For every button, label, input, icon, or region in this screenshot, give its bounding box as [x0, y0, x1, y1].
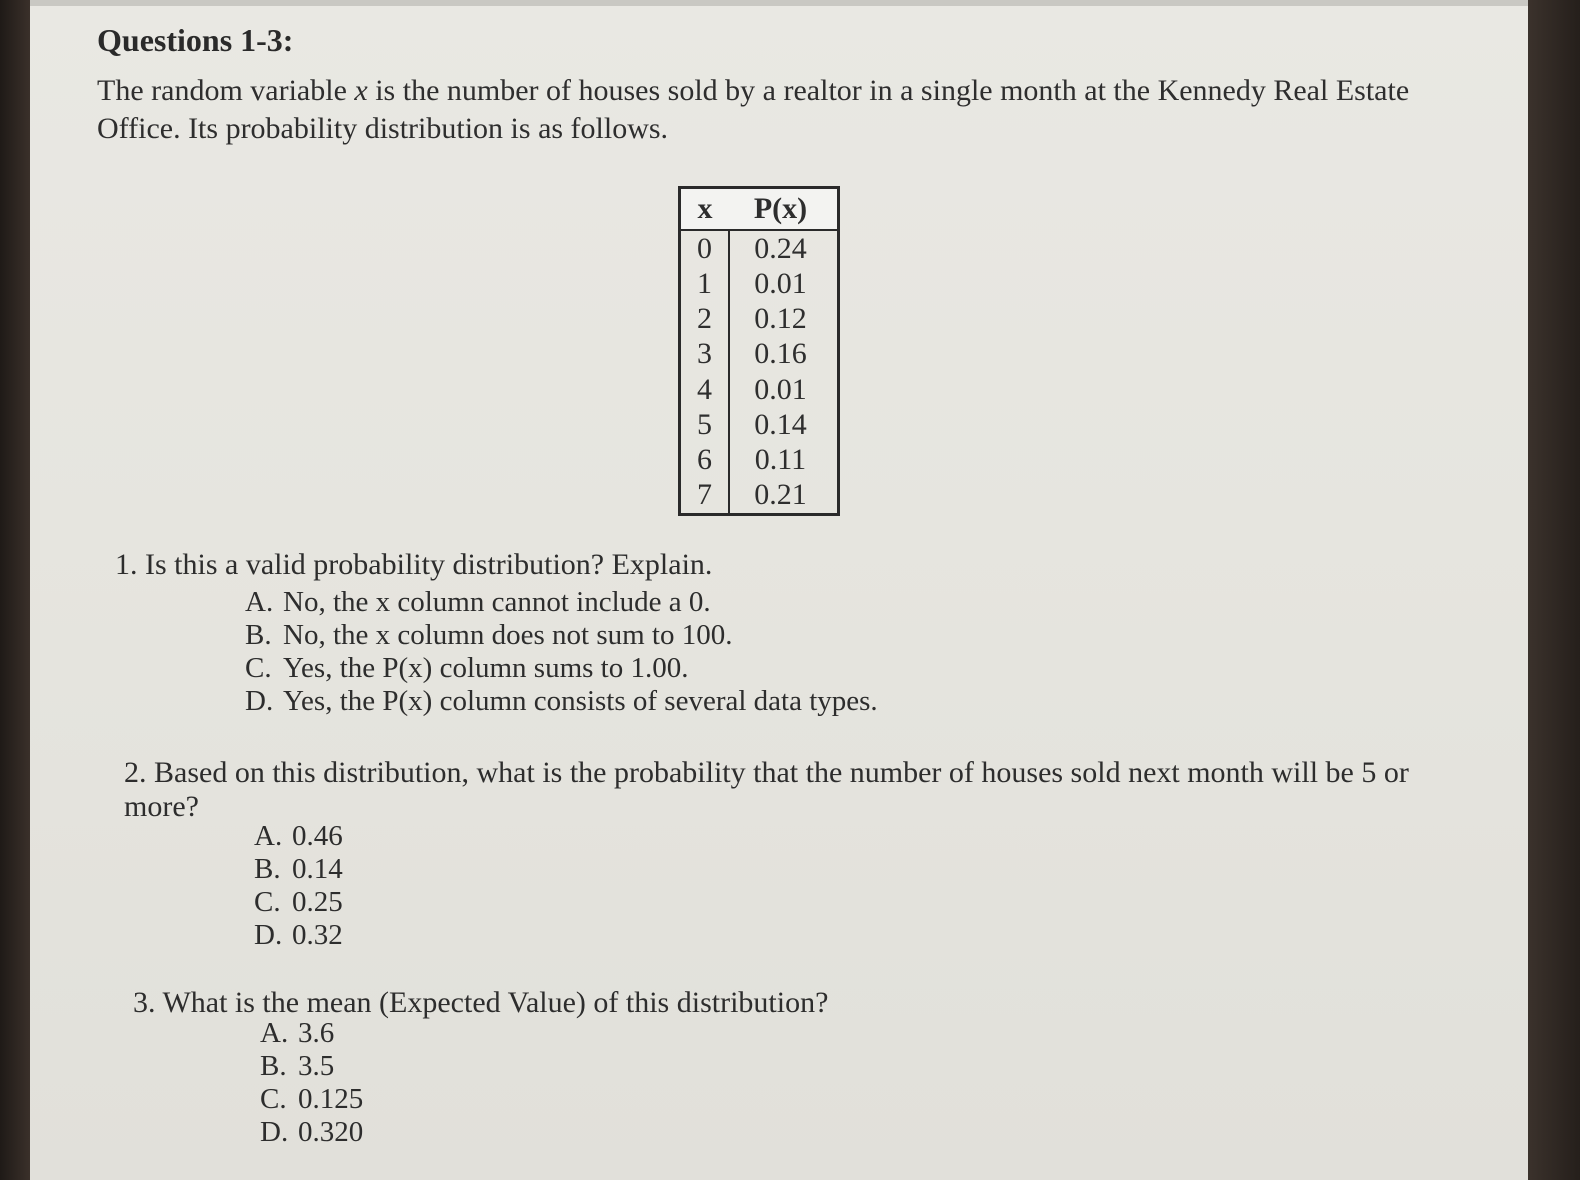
table-row	[680, 442, 839, 477]
probability-distribution-table	[678, 186, 840, 516]
cell-x: 0	[680, 230, 730, 266]
cell-x: 7	[680, 478, 730, 515]
question-3-options	[260, 1017, 363, 1149]
cell-px: 0.01	[754, 266, 807, 300]
option-a: A. 0.46	[254, 820, 343, 852]
option-c: C. Yes, the P(x) column sums to 1.00.	[245, 652, 689, 684]
cell-px: 0.24	[754, 231, 807, 265]
question-2: 2. Based on this distribution, what is the probability that the number of houses sold next month will be 5 or more?	[124, 756, 1409, 823]
cell-x: 4	[680, 372, 730, 407]
table-row	[680, 372, 839, 407]
section-heading: Questions 1-3:	[97, 22, 294, 58]
cell-x: 3	[680, 337, 730, 372]
intro-text-part2: is the number of houses sold by a realtor in a single month at the Kennedy Real Estate Office. Its probability distribution is as follows.	[97, 74, 1410, 145]
question-1-options	[245, 586, 878, 718]
table-row	[680, 230, 839, 266]
table-row	[680, 478, 839, 515]
option-d: D. 0.320	[260, 1116, 364, 1148]
cell-px: 0.14	[754, 407, 807, 441]
cell-x: 1	[680, 266, 730, 301]
option-a: A. No, the x column cannot include a 0.	[245, 586, 711, 618]
option-d: D. 0.32	[254, 919, 343, 951]
question-3: 3. What is the mean (Expected Value) of this distribution?	[133, 986, 829, 1019]
question-2-options	[254, 820, 343, 952]
header-x: x	[680, 188, 730, 231]
option-b: B. No, the x column does not sum to 100.	[245, 619, 733, 651]
option-d: D. Yes, the P(x) column consists of several data types.	[245, 685, 878, 717]
table-row	[680, 407, 839, 442]
cell-px: 0.16	[754, 337, 807, 371]
monitor-bezel-right	[1528, 0, 1580, 1180]
table-header-row	[680, 188, 839, 231]
intro-variable: x	[354, 74, 368, 107]
table-row	[680, 266, 839, 301]
option-c: C. 0.125	[260, 1083, 364, 1115]
header-px: P(x)	[729, 188, 839, 231]
intro-paragraph	[97, 72, 1417, 148]
cell-x: 2	[680, 301, 730, 336]
screen-top-edge	[30, 0, 1528, 6]
monitor-bezel-left	[0, 0, 30, 1180]
table-row	[680, 337, 839, 372]
intro-text-part1: The random variable	[97, 74, 355, 107]
option-b: B. 3.5	[260, 1050, 335, 1082]
option-a: A. 3.6	[260, 1017, 335, 1049]
cell-px: 0.11	[754, 443, 807, 477]
table-row	[680, 301, 839, 336]
option-b: B. 0.14	[254, 853, 343, 885]
cell-px: 0.21	[754, 478, 807, 512]
cell-x: 5	[680, 407, 730, 442]
option-c: C. 0.25	[254, 886, 343, 918]
cell-x: 6	[680, 442, 730, 477]
cell-px: 0.01	[754, 372, 807, 406]
cell-px: 0.12	[754, 302, 807, 336]
question-1: 1. Is this a valid probability distribution? Explain.	[115, 548, 713, 581]
